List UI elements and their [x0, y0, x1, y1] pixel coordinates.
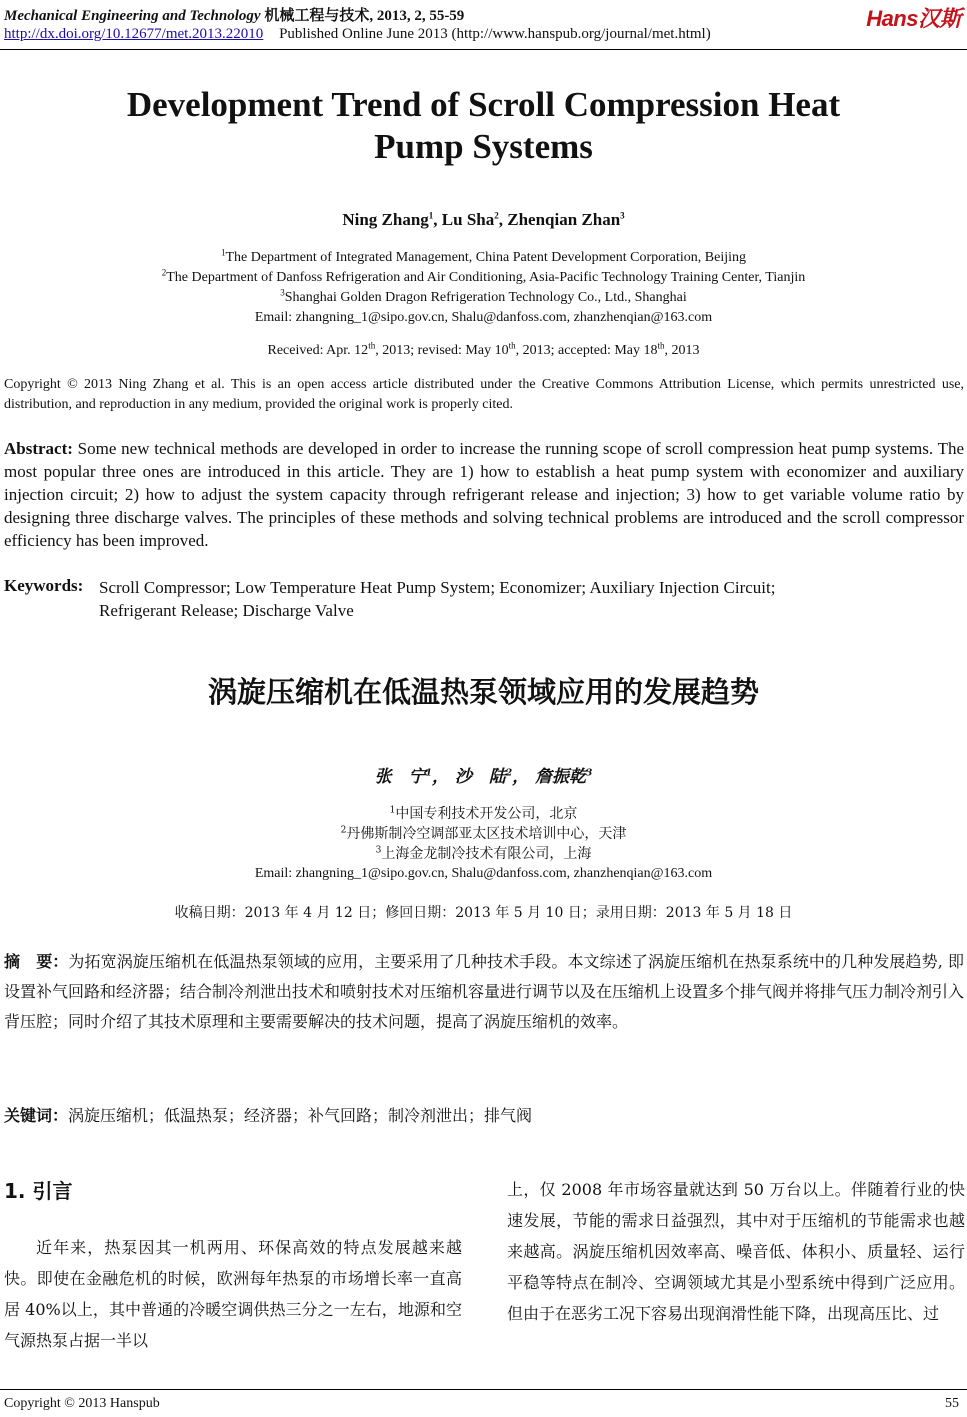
affiliation-item [0, 844, 967, 864]
keywords-label: Keywords: [4, 576, 84, 595]
author-sup: 2 [494, 210, 499, 221]
keywords-text [99, 576, 959, 622]
email-line: Email: zhangning_1@sipo.gov.cn, Shalu@danfoss.com, zhanzhenqian@163.com [254, 866, 713, 881]
author-name-cn: 沙 陆 [454, 767, 506, 787]
affiliation-item [0, 804, 967, 824]
dates-cn: 收稿日期：2013 年 4 月 12 日；修回日期：2013 年 5 月 10 日；录用日期：2013 年 5 月 18 日 [174, 905, 793, 921]
affiliation-sup: 3 [280, 287, 285, 298]
author-sep: , [433, 210, 442, 229]
affiliation-text: Shanghai Golden Dragon Refrigeration Technology Co., Ltd., Shanghai [284, 290, 687, 305]
journal-name: Mechanical Engineering and Technology [4, 8, 261, 24]
affiliation-text: The Department of Danfoss Refrigeration and Air Conditioning, Asia-Pacific Technology Training Center, Tianjin [166, 270, 806, 285]
copyright-notice: Copyright © 2013 Ning Zhang et al. This is an open access article distributed under the Creative Commons Attribution License, which permits unrestricted use, distribution, and reproduction in any medium, provided the original work is properly cited. [4, 377, 964, 412]
affiliation-sup: 1 [220, 247, 226, 258]
email-line: Email: zhangning_1@sipo.gov.cn, Shalu@danfoss.com, zhanzhenqian@163.com [254, 310, 713, 325]
abstract-text: Some new technical methods are developed in order to increase the running scope of scroll compression heat pump systems. The most popular three ones are introduced in this article. They are 1) how to establish a heat pump system with economizer and auxiliary injection circuit; 2) how to adjust the system capacity through refrigerant release and injection; 3) how to get variable volume ratio by designing three discharge valves. The principles of these methods and solving technical problems are introduced and the scroll compressor efficiency has been improved. [4, 439, 964, 550]
author-sup: 3 [586, 768, 593, 779]
section-heading: 1. 引言 [4, 1179, 73, 1203]
author-name: Zhenqian Zhan [507, 210, 621, 229]
title-line-2: Pump Systems [374, 127, 593, 166]
title-line-1: Development Trend of Scroll Compression Heat [126, 85, 841, 124]
author-sup: 1 [428, 210, 434, 221]
affiliations-cn [0, 804, 967, 884]
body-paragraph: 上，仅 2008 年市场容量就达到 50 万台以上。伴随着行业的快速发展，节能的需求日益强烈，其中对于压缩机的节能需求也越来越高。涡旋压缩机因效率高、噪音低、体积小、质量轻、运行平稳等特点在制冷、空调领域尤其是小型系统中得到广泛应用。但由于在恶劣工况下容易出现润滑性能下降，出现高压比、过 [507, 1180, 965, 1323]
published-online: Published Online June 2013 (http://www.hanspub.org/journal/met.html) [279, 26, 711, 42]
affiliation-text: 中国专利技术开发公司，北京 [395, 806, 578, 822]
year-text: , 2013 [664, 343, 700, 358]
body-column-left [4, 1232, 462, 1356]
ordinal-sup: th [368, 340, 376, 351]
received-dates [0, 341, 967, 361]
author-name: Lu Sha [441, 210, 495, 229]
keywords-line-1: Scroll Compressor; Low Temperature Heat Pump System; Economizer; Auxiliary Injection Circuit; [99, 578, 776, 597]
doi-link[interactable]: http://dx.doi.org/10.12677/met.2013.22010 [4, 26, 264, 42]
abstract-text-cn: 为拓宽涡旋压缩机在低温热泵领域的应用，主要采用了几种技术手段。本文综述了涡旋压缩机在热泵系统中的几种发展趋势, 即设置补气回路和经济器；结合制冷剂泄出技术和喷射技术对压缩机容量进行调节以及在压缩机上设置多个排气阀并将排气压力制冷剂引入背压腔；同时介绍了其技术原理和主要需要解决的技术问题，提高了涡旋压缩机的效率。 [4, 952, 965, 1031]
author-name-cn: 张 宁 [374, 767, 426, 787]
affiliation-text: 上海金龙制冷技术有限公司，上海 [381, 846, 592, 862]
abstract-label: Abstract: [4, 439, 73, 458]
hans-logo: Hans汉斯 [866, 6, 961, 31]
journal-citation: 机械工程与技术, 2013, 2, 55-59 [264, 8, 465, 24]
page-number: 55 [945, 1396, 959, 1411]
affiliation-text: 丹佛斯制冷空调部亚太区技术培训中心，天津 [346, 826, 627, 842]
body-paragraph: 近年来，热泵因其一机两用、环保高效的特点发展越来越快。即使在金融危机的时候，欧洲每年热泵的市场增长率一直高居 40%以上，其中普通的冷暖空调供热三分之一左右，地源和空气源热泵占据一半以 [4, 1238, 462, 1350]
author-sup: 1 [425, 768, 432, 779]
footer-copyright: Copyright © 2013 Hanspub [4, 1396, 160, 1411]
affiliation-item [0, 248, 967, 268]
affiliations [0, 248, 967, 328]
ordinal-sup: th [508, 340, 516, 351]
author-name: Ning Zhang [342, 210, 429, 229]
keywords-line-2: Refrigerant Release; Discharge Valve [99, 601, 354, 620]
author-sep: , [498, 210, 508, 229]
author-sup: 3 [620, 210, 625, 221]
abstract [4, 437, 964, 552]
paper-title-cn: 涡旋压缩机在低温热泵领域应用的发展趋势 [207, 675, 759, 709]
accepted-text: , 2013; accepted: May 18 [515, 343, 658, 358]
footer-divider [0, 1389, 967, 1390]
keywords-cn [4, 1103, 532, 1126]
author-list [0, 210, 967, 230]
affiliation-sup: 3 [375, 845, 382, 856]
body-column-right [507, 1174, 965, 1329]
keywords-text-cn: 涡旋压缩机；低温热泵；经济器；补气回路；制冷剂泄出；排气阀 [68, 1106, 533, 1125]
keywords-label-cn: 关键词： [4, 1106, 69, 1125]
received-text: Received: Apr. 12 [267, 343, 369, 358]
author-sup: 2 [505, 768, 513, 779]
affiliation-item [0, 824, 967, 844]
paper-title [0, 84, 967, 168]
ordinal-sup: th [657, 340, 665, 351]
author-list-cn [0, 762, 967, 787]
author-sep: ， [431, 767, 449, 787]
author-sep: ， [512, 767, 530, 787]
journal-header [4, 4, 464, 25]
affiliation-item [0, 288, 967, 308]
header-divider [0, 49, 967, 50]
author-name-cn: 詹振乾 [535, 767, 587, 787]
abstract-cn [4, 947, 964, 1037]
abstract-label-cn: 摘 要： [4, 952, 69, 971]
revised-text: , 2013; revised: May 10 [375, 343, 509, 358]
doi-line [4, 26, 711, 43]
affiliation-sup: 2 [340, 825, 347, 836]
affiliation-sup: 2 [161, 267, 167, 278]
affiliation-sup: 1 [389, 805, 396, 816]
affiliation-text: The Department of Integrated Management, China Patent Development Corporation, Beijing [225, 250, 747, 265]
affiliation-item [0, 268, 967, 288]
